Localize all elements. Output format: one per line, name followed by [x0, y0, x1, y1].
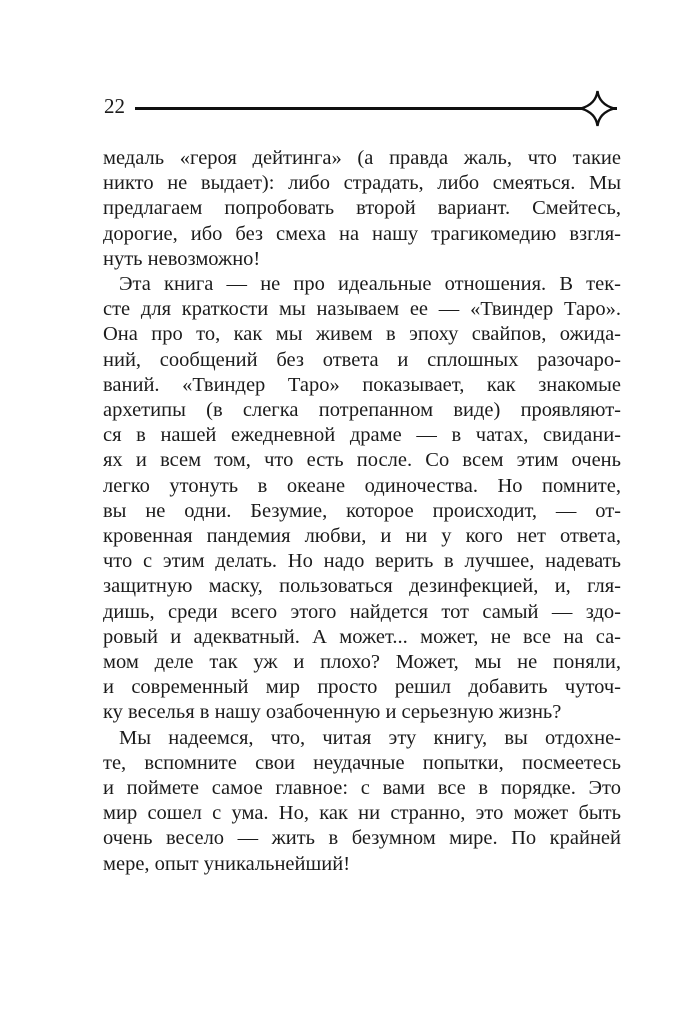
text-line: Мы надеемся, что, читая эту книгу, вы отдохне- — [119, 726, 621, 749]
text-line: кровенная пандемия любви, и ни у кого нет ответа, — [103, 525, 621, 548]
paragraph — [103, 146, 621, 272]
paragraph — [103, 272, 621, 726]
text-line: архетипы (в слегка потрепанном виде) проявляют- — [103, 399, 621, 422]
text-line: сте для краткости мы называем ее — «Твиндер Таро». — [103, 298, 621, 321]
text-line: дорогие, ибо без смеха на нашу трагикомедию взгля- — [103, 222, 621, 245]
header-rule — [135, 107, 617, 110]
text-line: ку веселья в нашу озабоченную и серьезную жизнь? — [103, 701, 562, 724]
text-line: ваний. «Твиндер Таро» показывает, как знакомые — [103, 373, 621, 396]
text-line: мере, опыт уникальнейший! — [103, 852, 351, 875]
text-line: дишь, среди всего этого найдется тот самый — здо- — [103, 600, 621, 623]
text-line: очень весело — жить в безумном мире. По крайней — [103, 827, 621, 850]
sparkle-star-icon — [580, 90, 615, 127]
text-line: медаль «героя дейтинга» (а правда жаль, что такие — [103, 147, 621, 169]
text-line: нуть невозможно! — [103, 247, 261, 270]
text-line: и поймете самое главное: с вами все в порядке. Это — [103, 777, 621, 800]
text-line: никто не выдает): либо страдать, либо смеяться. Мы — [103, 172, 621, 195]
text-line: мир сошел с ума. Но, как ни странно, это может быть — [103, 802, 621, 825]
text-line: ях и всем том, что есть после. Со всем этим очень — [103, 449, 621, 472]
text-line: что с этим делать. Но надо верить в лучшее, надевать — [103, 550, 621, 573]
page-body — [103, 146, 621, 877]
text-line: ся в нашей ежедневной драме — в чатах, свидани- — [103, 424, 621, 447]
text-line: Эта книга — не про идеальные отношения. В тек- — [119, 273, 621, 296]
text-line: и современный мир просто решил добавить чуточ- — [103, 676, 621, 699]
text-line: защитную маску, пользоваться дезинфекцией, и, гля- — [103, 575, 621, 598]
text-line: легко утонуть в океане одиночества. Но помните, — [103, 474, 621, 497]
text-line: Она про то, как мы живем в эпоху свайпов, ожида- — [103, 323, 621, 346]
page-number: 22 — [104, 94, 125, 118]
text-line: ний, сообщений без ответа и сплошных разочаро- — [103, 348, 621, 371]
text-line: вы не одни. Безумие, которое происходит, — от- — [103, 499, 621, 522]
paragraph — [103, 726, 621, 877]
text-line: ровый и адекватный. А может... может, не все на са- — [103, 625, 621, 648]
text-line: предлагаем попробовать второй вариант. Смейтесь, — [103, 197, 621, 220]
text-line: мом деле так уж и плохо? Может, мы не поняли, — [103, 651, 621, 674]
text-line: те, вспомните свои неудачные попытки, посмеетесь — [103, 751, 621, 774]
